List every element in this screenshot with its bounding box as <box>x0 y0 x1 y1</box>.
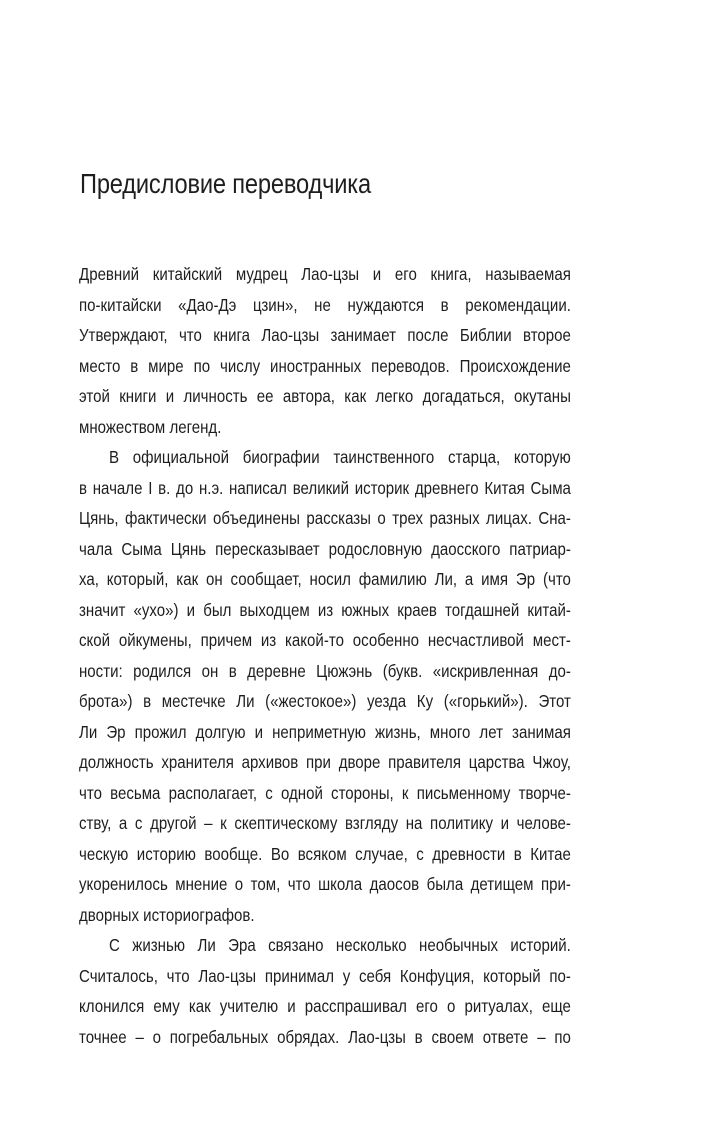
text-line <box>79 686 571 717</box>
text-line-content: должность хранителя архивов при дворе правителя царства Чжоу, <box>79 752 571 772</box>
text-line <box>79 290 571 321</box>
text-line-content: множеством легенд. <box>79 416 222 437</box>
text-line <box>79 1022 571 1053</box>
text-line <box>79 869 571 900</box>
text-line <box>79 412 571 443</box>
text-line <box>79 808 571 839</box>
text-line-content: ха, который, как он сообщает, носил фамилию Ли, а имя Эр (что <box>79 569 571 589</box>
text-line-content: чала Сыма Цянь пересказывает родословную даосского патриар- <box>79 538 571 559</box>
text-line <box>79 717 571 748</box>
text-line <box>79 320 571 351</box>
body-text <box>79 259 571 1052</box>
page-title: Предисловие переводчика <box>80 168 371 199</box>
text-line <box>79 930 571 961</box>
text-line <box>79 473 571 504</box>
text-line <box>79 442 571 473</box>
text-line-content: ской ойкумены, причем из какой-то особенно несчастливой мест- <box>79 630 571 650</box>
text-line <box>79 381 571 412</box>
text-line-content: клонился ему как учителю и расспрашивал его о ритуалах, еще <box>79 996 571 1016</box>
text-line <box>79 534 571 565</box>
text-line <box>79 351 571 382</box>
text-line-content: Древний китайский мудрец Лао-цзы и его книга, называемая <box>79 264 571 284</box>
text-line-content: значит «ухо») и был выходцем из южных краев тогдашней китай- <box>79 599 571 620</box>
text-line-content: укоренилось мнение о том, что школа даосов была детищем при- <box>79 874 571 894</box>
text-line-content: Считалось, что Лао-цзы принимал у себя Конфуция, который по- <box>79 965 571 986</box>
text-line <box>79 503 571 534</box>
text-line <box>79 991 571 1022</box>
text-line <box>79 259 571 290</box>
text-line-content: ческую историю вообще. Во всяком случае, с древности в Китае <box>79 843 571 864</box>
paragraph <box>79 442 571 930</box>
paragraph <box>79 930 571 1052</box>
text-line-content: по-китайски «Дао-Дэ цзин», не нуждаются в рекомендации. <box>79 294 571 315</box>
text-line-content: в начале I в. до н.э. написал великий историк древнего Китая Сыма <box>79 477 571 498</box>
paragraph <box>79 259 571 442</box>
text-line-content: В официальной биографии таинственного старца, которую <box>109 447 571 467</box>
text-line-content: точнее – о погребальных обрядах. Лао-цзы в своем ответе – по <box>79 1026 571 1047</box>
text-line <box>79 564 571 595</box>
text-line <box>79 595 571 626</box>
text-line-content: Ли Эр прожил долгую и неприметную жизнь, много лет занимая <box>79 721 571 742</box>
text-line-content: ству, а с другой – к скептическому взгляду на политику и челове- <box>79 813 571 833</box>
text-line <box>79 839 571 870</box>
text-line-content: место в мире по числу иностранных переводов. Происхождение <box>79 355 571 376</box>
text-line-content: Цянь, фактически объединены рассказы о трех разных лицах. Сна- <box>79 508 571 528</box>
text-line-content: брота») в местечке Ли («жестокое») уезда Ку («горький»). Этот <box>79 691 571 711</box>
text-line <box>79 961 571 992</box>
text-line <box>79 900 571 931</box>
text-line <box>79 747 571 778</box>
text-line <box>79 656 571 687</box>
text-line-content: Утверждают, что книга Лао-цзы занимает после Библии второе <box>79 325 571 345</box>
text-line-content: что весьма располагает, с одной стороны, к письменному творче- <box>79 782 571 803</box>
text-line-content: дворных историографов. <box>79 904 255 925</box>
text-line <box>79 778 571 809</box>
text-line <box>79 625 571 656</box>
text-line-content: ности: родился он в деревне Цюжэнь (букв. «искривленная до- <box>79 660 571 681</box>
text-line-content: С жизнью Ли Эра связано несколько необычных историй. <box>109 935 571 955</box>
text-line-content: этой книги и личность ее автора, как легко догадаться, окутаны <box>79 386 571 406</box>
